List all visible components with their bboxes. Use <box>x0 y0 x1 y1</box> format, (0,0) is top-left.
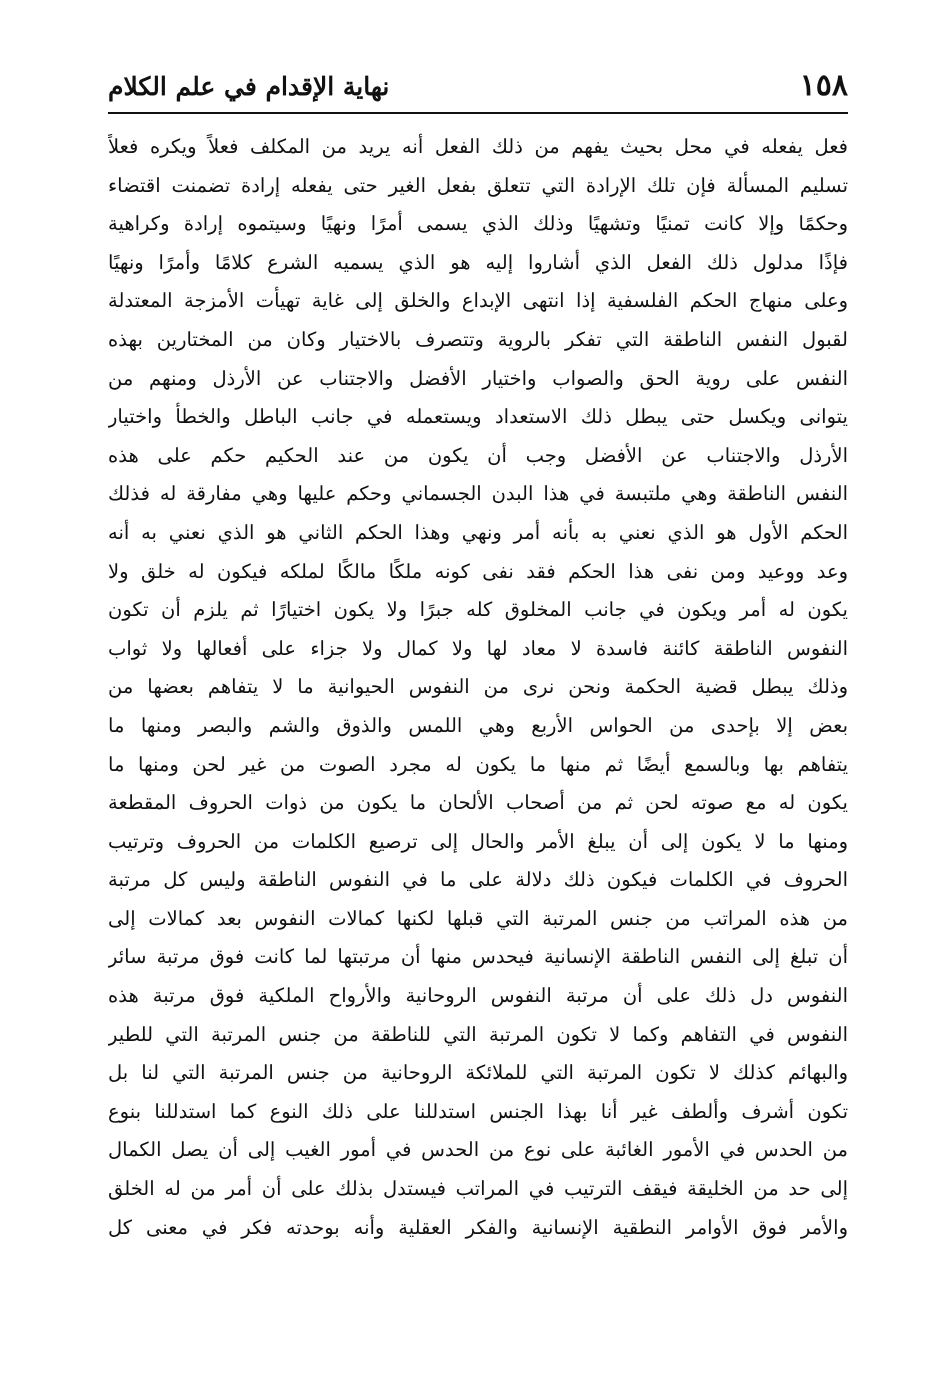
text-line: تسليم المسألة فإن تلك الإرادة التي تتعلق بفعل الغير حتى يفعله إرادة تضمنت اقتضاء <box>108 173 848 197</box>
text-line: يكون له مع صوته لحن ثم من أصحاب الألحان ما يكون من ذوات الحروف المقطعة <box>108 791 848 815</box>
text-line: الحكم الأول هو الذي نعني به بأنه أمر ونهي وهذا الحكم الثاني هو الذي نعني به أنه <box>108 520 848 544</box>
text-line: النفس على روية الحق والصواب واختيار الأفضل والاجتناب عن الأرذل ومنهم من <box>108 366 848 390</box>
text-line: وعد ووعيد ومن نفى هذا الحكم فقد نفى كونه ملكًا مالكًا لملكه فيكون له خلق ولا <box>108 559 848 583</box>
text-line: يتوانى ويكسل حتى يبطل ذلك الاستعداد ويستعمله في جانب الباطل والخطأ واختيار <box>108 405 848 429</box>
text-line: الأرذل والاجتناب عن الأفضل وجب أن يكون من عند الحكيم حكم على هذه <box>108 443 848 467</box>
text-line: الحروف في الكلمات فيكون ذلك دلالة على ما في النفوس الناطقة وليس كل مرتبة <box>108 868 848 892</box>
text-line: من هذه المراتب من جنس المرتبة التي قبلها لكنها كمالات النفوس بعد كمالات إلى <box>108 906 848 930</box>
text-line: بعض إلا بإحدى من الحواس الأربع وهي اللمس والذوق والشم والبصر ومنها ما <box>108 713 848 737</box>
text-line: النفوس دل ذلك على أن مرتبة النفوس الروحانية والأرواح الملكية فوق مرتبة هذه <box>108 984 848 1008</box>
text-line: وذلك يبطل قضية الحكمة ونحن نرى من النفوس الحيوانية ما لا يتفاهم بعضها من <box>108 675 848 699</box>
text-line: ومنها ما لا يكون إلى أن يبلغ الأمر والحال إلى ترصيع الكلمات من الحروف وترتيب <box>108 829 848 853</box>
text-line: إلى حد من الخليقة فيقف الترتيب في المراتب فيستدل بذلك على أن أمر من له الخلق <box>108 1177 848 1201</box>
page-number: ١٥٨ <box>799 68 848 103</box>
header-divider <box>108 112 848 114</box>
text-line: يكون له أمر ويكون في جانب المخلوق كله جبرًا ولا يكون اختيارًا ثم يلزم أن تكون <box>108 598 848 622</box>
running-header <box>108 66 848 108</box>
text-line: وعلى منهاج الحكم الفلسفية إذا انتهى الإبداع والخلق إلى غاية تهيأت الأمزجة المعتدلة <box>108 289 848 313</box>
text-line: والبهائم كذلك لا تكون المرتبة التي للملائكة الروحانية من جنس المرتبة التي لنا بل <box>108 1061 848 1085</box>
text-line: تكون أشرف وألطف غير أنا بهذا الجنس استدللنا على ذلك النوع كما استدللنا بنوع <box>108 1099 848 1123</box>
text-line: فإذًا مدلول ذلك الفعل الذي أشاروا إليه هو الذي يسميه الشرع كلامًا وأمرًا ونهيًا <box>108 250 848 274</box>
body-text <box>108 128 848 1247</box>
text-line: من الحدس في الأمور الغائبة على نوع من الحدس في أمور الغيب إلى أن يصل الكمال <box>108 1138 848 1162</box>
text-line: النفس الناطقة وهي ملتبسة في هذا البدن الجسماني وحكم عليها وهي مفارقة له فذلك <box>108 482 848 506</box>
text-line: النفوس الناطقة كائنة فاسدة لا معاد لها ولا كمال ولا جزاء على أفعالها ولا ثواب <box>108 636 848 660</box>
text-line: وحكمًا وإلا كانت تمنيًا وتشهيًا وذلك الذي يسمى أمرًا ونهيًا وسيتموه إرادة وكراهية <box>108 212 848 236</box>
text-line: فعل يفعله في محل بحيث يفهم من ذلك الفعل أنه يريد من المكلف فعلاً ويكره فعلاً <box>108 135 848 158</box>
text-line: يتفاهم بها وبالسمع أيضًا ثم منها ما يكون له مجرد الصوت من غير لحن ومنها ما <box>108 752 848 776</box>
text-line: والأمر فوق الأوامر النطقية الإنسانية والفكر العقلية وأنه بوحدته فكر في معنى كل <box>108 1215 848 1239</box>
text-line: أن تبلغ إلى النفس الناطقة الإنسانية فيحدس منها أن مرتبتها لما كانت فوق مرتبة سائر <box>108 945 848 969</box>
text-line: النفوس في التفاهم وكما لا تكون المرتبة التي للناطقة من جنس المرتبة التي للطير <box>108 1022 848 1046</box>
text-line: لقبول النفس الناطقة التي تفكر بالروية وتتصرف بالاختيار وكان من المختارين بهذه <box>108 327 848 351</box>
book-title: نهاية الإقدام في علم الكلام <box>108 72 390 101</box>
